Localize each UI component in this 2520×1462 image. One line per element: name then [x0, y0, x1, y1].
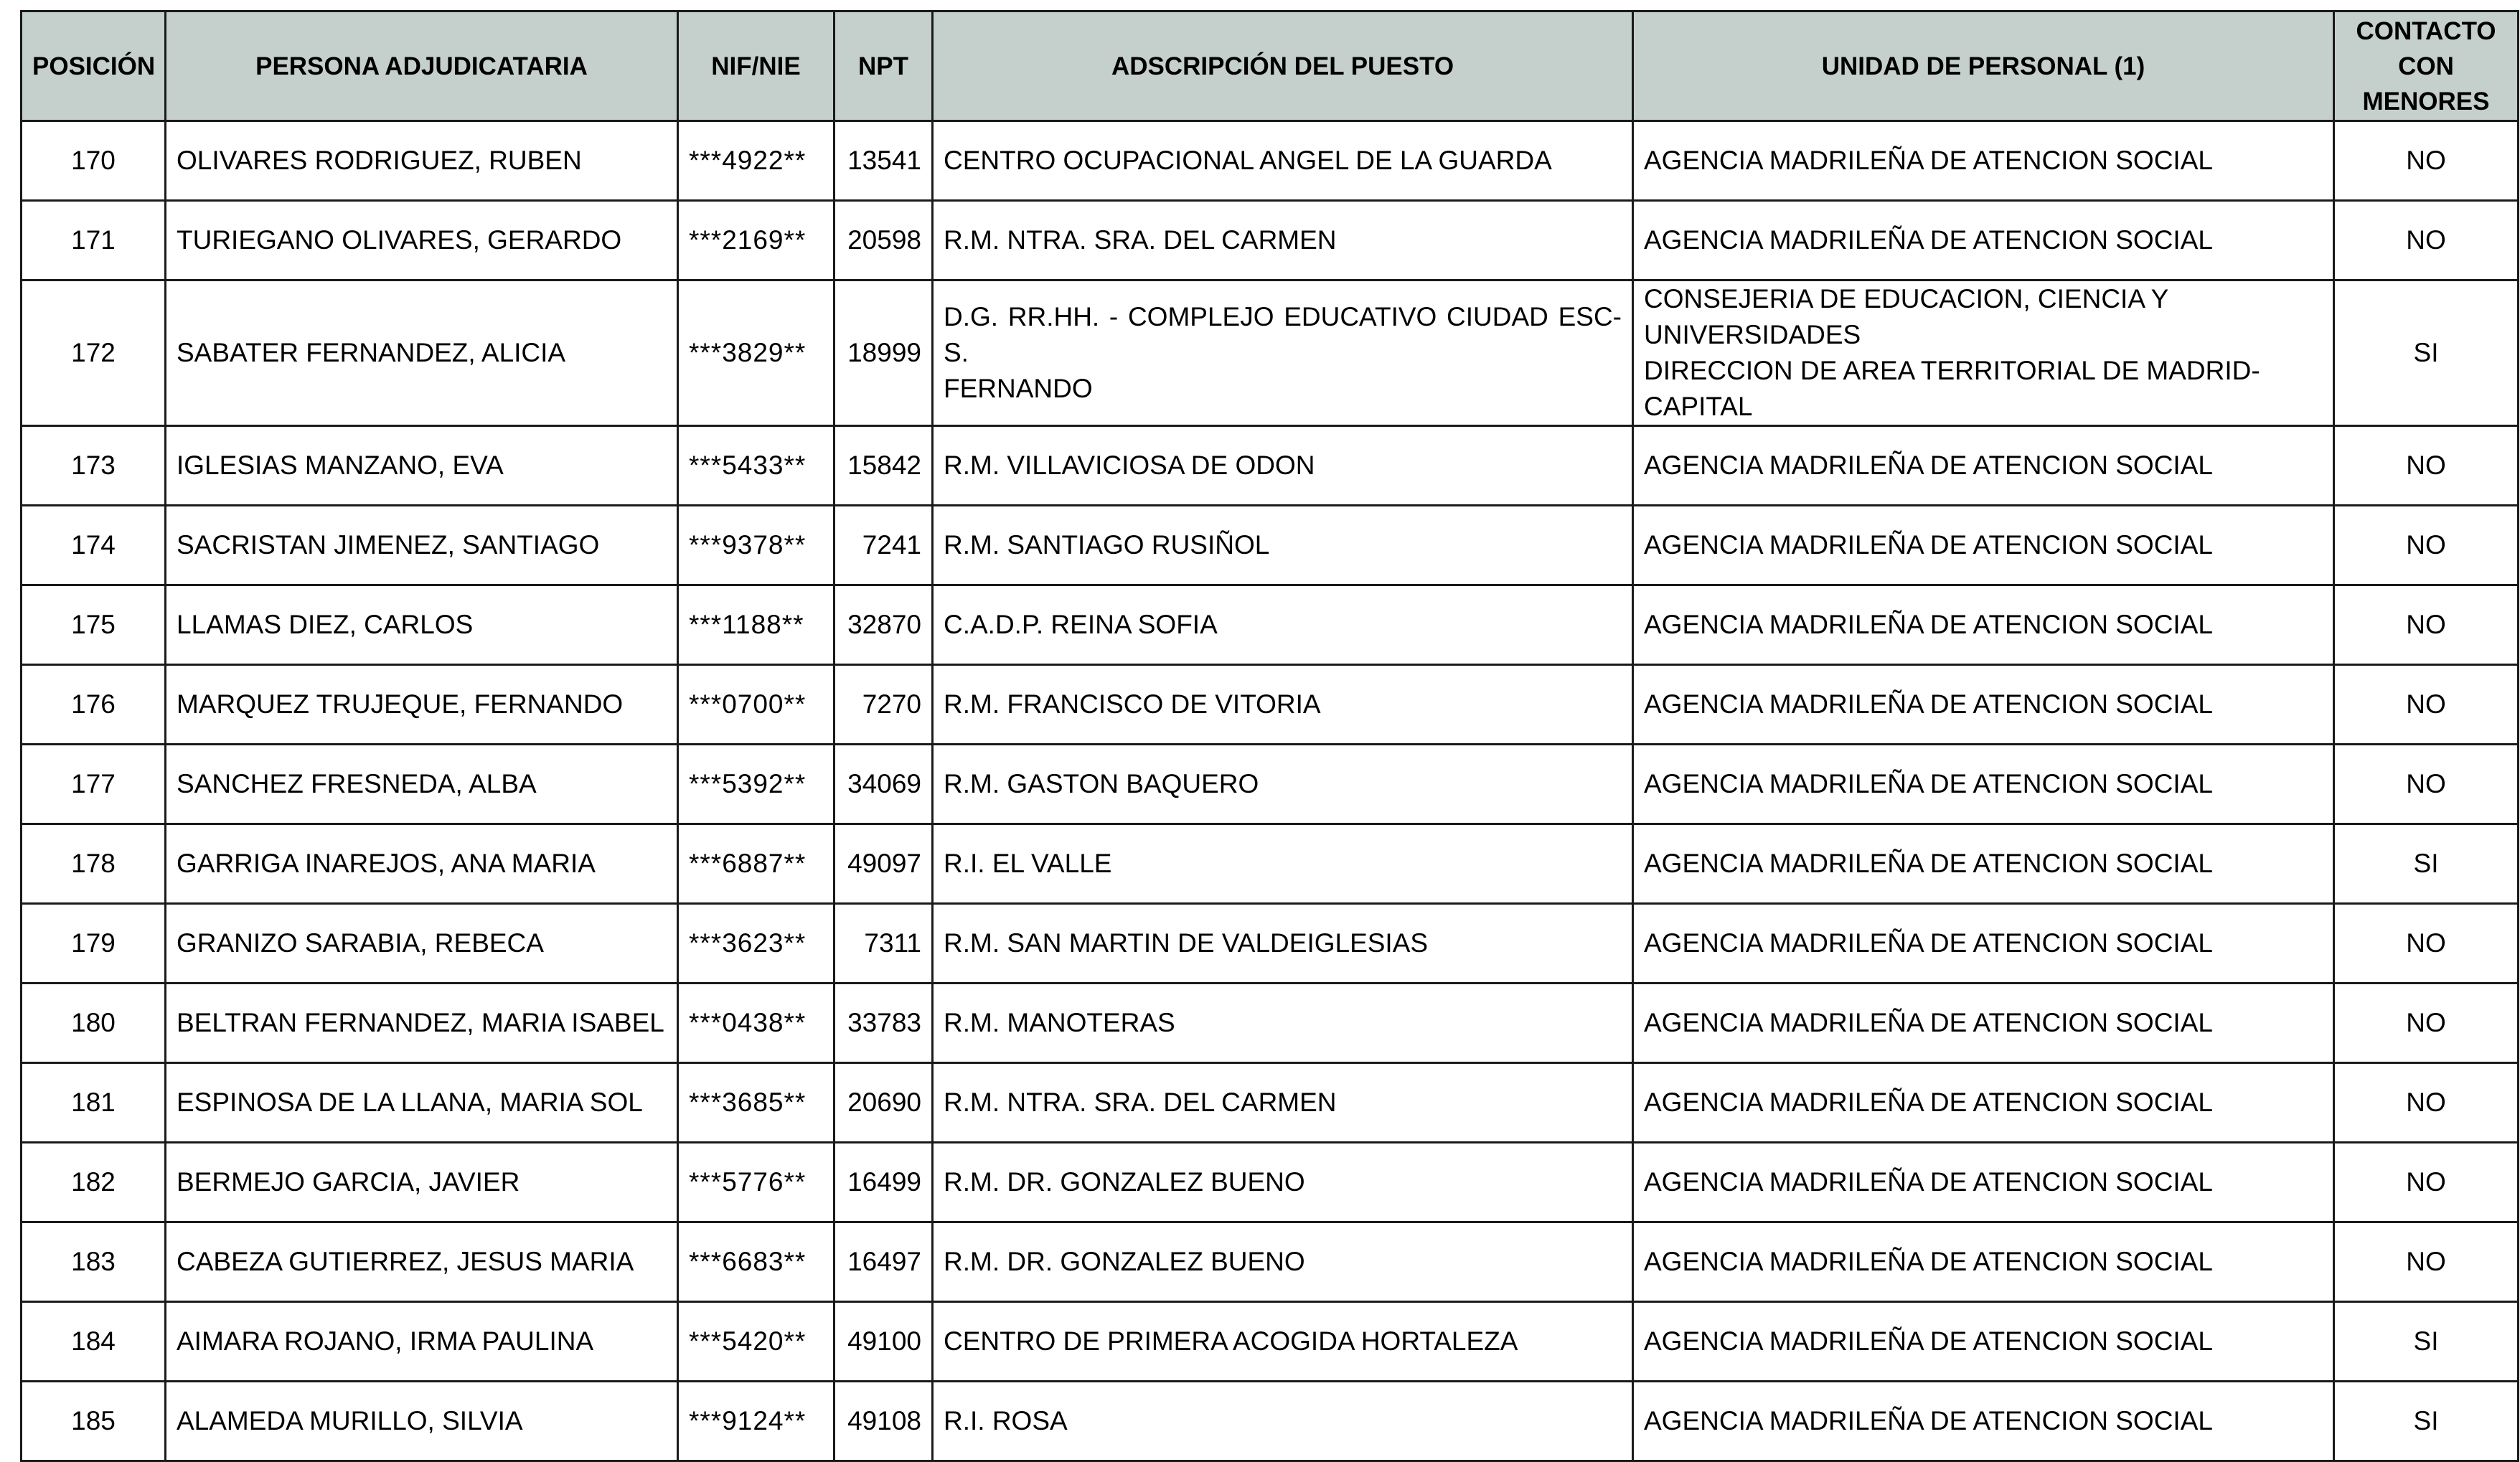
cell-npt: 20598: [834, 201, 933, 280]
cell-persona: GRANIZO SARABIA, REBECA: [166, 904, 678, 984]
adjudication-table: [20, 10, 2519, 1462]
cell-adscripcion: R.M. NTRA. SRA. DEL CARMEN: [933, 201, 1633, 280]
table-row: [22, 665, 2519, 745]
cell-unidad: AGENCIA MADRILEÑA DE ATENCION SOCIAL: [1633, 824, 2334, 904]
table-row: [22, 585, 2519, 665]
cell-contacto: SI: [2334, 1382, 2519, 1461]
cell-adscripcion: CENTRO OCUPACIONAL ANGEL DE LA GUARDA: [933, 121, 1633, 201]
header-row: [22, 11, 2519, 121]
cell-posicion: 178: [22, 824, 166, 904]
header-npt: NPT: [834, 11, 933, 121]
cell-npt: 16497: [834, 1222, 933, 1302]
cell-contacto: NO: [2334, 1063, 2519, 1143]
cell-nif: ***3829**: [678, 280, 834, 426]
cell-nif: ***5392**: [678, 745, 834, 824]
cell-nif: ***6683**: [678, 1222, 834, 1302]
cell-adscripcion: R.I. ROSA: [933, 1382, 1633, 1461]
table-row: [22, 121, 2519, 201]
cell-persona: IGLESIAS MANZANO, EVA: [166, 426, 678, 506]
table-row: [22, 506, 2519, 585]
table-row: [22, 426, 2519, 506]
cell-nif: ***5776**: [678, 1143, 834, 1222]
cell-adscripcion: C.A.D.P. REINA SOFIA: [933, 585, 1633, 665]
cell-nif: ***6887**: [678, 824, 834, 904]
cell-persona: OLIVARES RODRIGUEZ, RUBEN: [166, 121, 678, 201]
cell-contacto: NO: [2334, 506, 2519, 585]
cell-contacto: SI: [2334, 1302, 2519, 1382]
cell-npt: 7270: [834, 665, 933, 745]
cell-adscripcion: R.M. VILLAVICIOSA DE ODON: [933, 426, 1633, 506]
table-row: [22, 984, 2519, 1063]
table-row: [22, 904, 2519, 984]
cell-nif: ***1188**: [678, 585, 834, 665]
cell-unidad: AGENCIA MADRILEÑA DE ATENCION SOCIAL: [1633, 506, 2334, 585]
cell-persona: CABEZA GUTIERREZ, JESUS MARIA: [166, 1222, 678, 1302]
cell-persona: SANCHEZ FRESNEDA, ALBA: [166, 745, 678, 824]
cell-unidad: AGENCIA MADRILEÑA DE ATENCION SOCIAL: [1633, 1222, 2334, 1302]
cell-npt: 7311: [834, 904, 933, 984]
cell-adscripcion: R.M. FRANCISCO DE VITORIA: [933, 665, 1633, 745]
header-adscripcion-del-puesto: ADSCRIPCIÓN DEL PUESTO: [933, 11, 1633, 121]
cell-posicion: 175: [22, 585, 166, 665]
cell-persona: GARRIGA INAREJOS, ANA MARIA: [166, 824, 678, 904]
cell-npt: 49108: [834, 1382, 933, 1461]
cell-unidad: AGENCIA MADRILEÑA DE ATENCION SOCIAL: [1633, 745, 2334, 824]
cell-adscripcion: R.M. SANTIAGO RUSIÑOL: [933, 506, 1633, 585]
cell-nif: ***3685**: [678, 1063, 834, 1143]
cell-posicion: 171: [22, 201, 166, 280]
table-row: [22, 1222, 2519, 1302]
cell-unidad: AGENCIA MADRILEÑA DE ATENCION SOCIAL: [1633, 426, 2334, 506]
cell-nif: ***3623**: [678, 904, 834, 984]
table-row: [22, 1143, 2519, 1222]
cell-unidad: [1633, 280, 2334, 426]
cell-posicion: 176: [22, 665, 166, 745]
cell-adscripcion: R.M. SAN MARTIN DE VALDEIGLESIAS: [933, 904, 1633, 984]
cell-contacto: NO: [2334, 984, 2519, 1063]
cell-contacto: NO: [2334, 1143, 2519, 1222]
adscripcion-line-2: FERNANDO: [944, 374, 1093, 403]
cell-contacto: NO: [2334, 665, 2519, 745]
cell-contacto: NO: [2334, 904, 2519, 984]
cell-npt: 49100: [834, 1302, 933, 1382]
cell-posicion: 172: [22, 280, 166, 426]
cell-unidad: AGENCIA MADRILEÑA DE ATENCION SOCIAL: [1633, 665, 2334, 745]
cell-npt: 15842: [834, 426, 933, 506]
cell-persona: ALAMEDA MURILLO, SILVIA: [166, 1382, 678, 1461]
table-body: [22, 121, 2519, 1461]
cell-posicion: 177: [22, 745, 166, 824]
cell-nif: ***0438**: [678, 984, 834, 1063]
unidad-line-1: CONSEJERIA DE EDUCACION, CIENCIA Y UNIVERSIDADES: [1644, 284, 2168, 349]
cell-adscripcion: CENTRO DE PRIMERA ACOGIDA HORTALEZA: [933, 1302, 1633, 1382]
cell-npt: 34069: [834, 745, 933, 824]
cell-persona: AIMARA ROJANO, IRMA PAULINA: [166, 1302, 678, 1382]
table-row: [22, 201, 2519, 280]
cell-nif: ***4922**: [678, 121, 834, 201]
cell-unidad: AGENCIA MADRILEÑA DE ATENCION SOCIAL: [1633, 904, 2334, 984]
cell-contacto: NO: [2334, 585, 2519, 665]
cell-nif: ***9124**: [678, 1382, 834, 1461]
cell-posicion: 179: [22, 904, 166, 984]
cell-persona: MARQUEZ TRUJEQUE, FERNANDO: [166, 665, 678, 745]
table-header: [22, 11, 2519, 121]
cell-posicion: 182: [22, 1143, 166, 1222]
cell-npt: 16499: [834, 1143, 933, 1222]
cell-posicion: 181: [22, 1063, 166, 1143]
table-row: [22, 1382, 2519, 1461]
cell-persona: SACRISTAN JIMENEZ, SANTIAGO: [166, 506, 678, 585]
cell-nif: ***5420**: [678, 1302, 834, 1382]
cell-adscripcion: R.I. EL VALLE: [933, 824, 1633, 904]
cell-posicion: 180: [22, 984, 166, 1063]
header-posicion: POSICIÓN: [22, 11, 166, 121]
cell-posicion: 174: [22, 506, 166, 585]
header-contacto-con-menores: CONTACTO CON MENORES: [2334, 11, 2519, 121]
cell-posicion: 173: [22, 426, 166, 506]
cell-contacto: NO: [2334, 121, 2519, 201]
cell-adscripcion: R.M. GASTON BAQUERO: [933, 745, 1633, 824]
cell-npt: 18999: [834, 280, 933, 426]
cell-unidad: AGENCIA MADRILEÑA DE ATENCION SOCIAL: [1633, 201, 2334, 280]
cell-adscripcion: R.M. DR. GONZALEZ BUENO: [933, 1222, 1633, 1302]
cell-contacto: SI: [2334, 280, 2519, 426]
cell-adscripcion: R.M. NTRA. SRA. DEL CARMEN: [933, 1063, 1633, 1143]
cell-npt: 13541: [834, 121, 933, 201]
cell-persona: BERMEJO GARCIA, JAVIER: [166, 1143, 678, 1222]
cell-contacto: SI: [2334, 824, 2519, 904]
cell-adscripcion: R.M. DR. GONZALEZ BUENO: [933, 1143, 1633, 1222]
cell-posicion: 185: [22, 1382, 166, 1461]
cell-contacto: NO: [2334, 1222, 2519, 1302]
cell-persona: BELTRAN FERNANDEZ, MARIA ISABEL: [166, 984, 678, 1063]
cell-contacto: NO: [2334, 745, 2519, 824]
cell-unidad: AGENCIA MADRILEÑA DE ATENCION SOCIAL: [1633, 1382, 2334, 1461]
cell-posicion: 170: [22, 121, 166, 201]
cell-persona: SABATER FERNANDEZ, ALICIA: [166, 280, 678, 426]
cell-unidad: AGENCIA MADRILEÑA DE ATENCION SOCIAL: [1633, 121, 2334, 201]
cell-posicion: 183: [22, 1222, 166, 1302]
cell-unidad: AGENCIA MADRILEÑA DE ATENCION SOCIAL: [1633, 585, 2334, 665]
cell-adscripcion: R.M. MANOTERAS: [933, 984, 1633, 1063]
unidad-line-2: DIRECCION DE AREA TERRITORIAL DE MADRID-CAPITAL: [1644, 356, 2260, 421]
cell-unidad: AGENCIA MADRILEÑA DE ATENCION SOCIAL: [1633, 1302, 2334, 1382]
table-row: [22, 824, 2519, 904]
cell-npt: 7241: [834, 506, 933, 585]
cell-posicion: 184: [22, 1302, 166, 1382]
cell-unidad: AGENCIA MADRILEÑA DE ATENCION SOCIAL: [1633, 1143, 2334, 1222]
cell-npt: 32870: [834, 585, 933, 665]
cell-adscripcion: [933, 280, 1633, 426]
table-row: [22, 280, 2519, 426]
cell-nif: ***5433**: [678, 426, 834, 506]
cell-npt: 49097: [834, 824, 933, 904]
cell-persona: ESPINOSA DE LA LLANA, MARIA SOL: [166, 1063, 678, 1143]
cell-persona: LLAMAS DIEZ, CARLOS: [166, 585, 678, 665]
cell-npt: 20690: [834, 1063, 933, 1143]
header-nif-nie: NIF/NIE: [678, 11, 834, 121]
header-persona-adjudicataria: PERSONA ADJUDICATARIA: [166, 11, 678, 121]
cell-persona: TURIEGANO OLIVARES, GERARDO: [166, 201, 678, 280]
cell-nif: ***2169**: [678, 201, 834, 280]
adscripcion-line-1: D.G. RR.HH. - COMPLEJO EDUCATIVO CIUDAD ESC-S.: [944, 302, 1622, 367]
table-row: [22, 745, 2519, 824]
table-row: [22, 1063, 2519, 1143]
cell-nif: ***9378**: [678, 506, 834, 585]
cell-nif: ***0700**: [678, 665, 834, 745]
cell-unidad: AGENCIA MADRILEÑA DE ATENCION SOCIAL: [1633, 984, 2334, 1063]
cell-contacto: NO: [2334, 201, 2519, 280]
table-row: [22, 1302, 2519, 1382]
cell-unidad: AGENCIA MADRILEÑA DE ATENCION SOCIAL: [1633, 1063, 2334, 1143]
cell-npt: 33783: [834, 984, 933, 1063]
header-unidad-de-personal: UNIDAD DE PERSONAL (1): [1633, 11, 2334, 121]
cell-contacto: NO: [2334, 426, 2519, 506]
